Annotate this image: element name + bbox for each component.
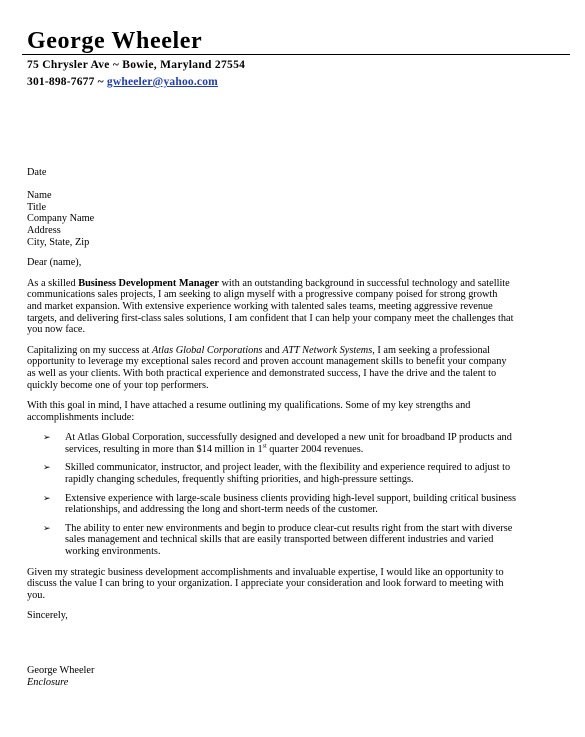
arrow-bullet-icon: ➢ [43, 522, 51, 533]
recipient-address: Address [27, 224, 61, 236]
recipient-title: Title [27, 201, 47, 213]
recipient-city: City, State, Zip [27, 236, 90, 248]
sender-name: George Wheeler [27, 28, 203, 54]
company-atlas: Atlas Global Corporations [151, 344, 263, 356]
letter-body [27, 167, 562, 688]
sender-email-link[interactable]: gwheeler@yahoo.com [106, 76, 218, 88]
list-item: ➢ Skilled communicator, instructor, and project leader, with the flexibility and experience required to adjust to rapidly changing schedules, frequently shifting priorities, and high-pressure settings. [43, 462, 511, 486]
company-att: ATT Network Systems [282, 344, 373, 356]
strengths-list [27, 432, 562, 557]
date-line: Date [27, 167, 47, 178]
recipient-company: Company Name [27, 213, 95, 225]
header-rule [22, 54, 570, 55]
list-item: ➢ At Atlas Global Corporation, successfully designed and developed a new unit for broadband IP products and services, resulting in more than $14 million in 1st quarter 2004 revenues. [43, 432, 512, 455]
closing-salutation: Sincerely, [27, 610, 68, 622]
sender-contact [27, 76, 218, 89]
signature-name: George Wheeler [27, 665, 95, 676]
paragraph-intro: As a skilled Business Development Manager with an outstanding background in successful technology and satellite communications sales projects, I am seeking to align myself with a progressive company poised for strong growth and market expansion. With extensive experience working with talented sales teams, meeting aggressive revenue targets, and delivering first-class sales solutions, I am confident that I can help your company meet the challenges that you now face. [27, 277, 514, 336]
paragraph-strengths-intro: With this goal in mind, I have attached a resume outlining my qualifications. Some of my key strengths and accomplishments include: [27, 400, 471, 423]
recipient-block [27, 167, 562, 248]
list-item: ➢ Extensive experience with large-scale business clients providing high-level support, building critical business relationships, and addressing the long and short-term needs of the customer. [43, 492, 517, 516]
arrow-bullet-icon: ➢ [43, 462, 51, 473]
arrow-bullet-icon: ➢ [43, 492, 51, 503]
salutation: Dear (name), [27, 257, 82, 269]
sender-address: 75 Chrysler Ave ~ Bowie, Maryland 27554 [27, 59, 246, 71]
arrow-bullet-icon: ➢ [43, 432, 51, 443]
enclosure-note: Enclosure [27, 676, 69, 688]
paragraph-experience: Capitalizing on my success at Atlas Global Corporations and ATT Network Systems, I am seeking a professional opportunity to leverage my exceptional sales record and proven account management skills to benefit your company as well as your clients. With both practical experience and demonstrated success, I have the drive and the talent to quickly become one of your top performers. [27, 344, 507, 391]
sender-phone: 301-898-7677 ~ [27, 76, 107, 88]
recipient-name: Name [27, 190, 52, 202]
role-title: Business Development Manager [78, 277, 219, 289]
paragraph-closing: Given my strategic business development accomplishments and invaluable expertise, I would like an opportunity to discuss the value I can bring to your organization. I appreciate your consideration and look forward to meeting with you. [27, 566, 504, 601]
list-item: ➢ The ability to enter new environments and begin to produce clear-cut results right from the start with diverse sales management and technical skills that are easily transported between different industries and varied working environments. [43, 522, 513, 558]
